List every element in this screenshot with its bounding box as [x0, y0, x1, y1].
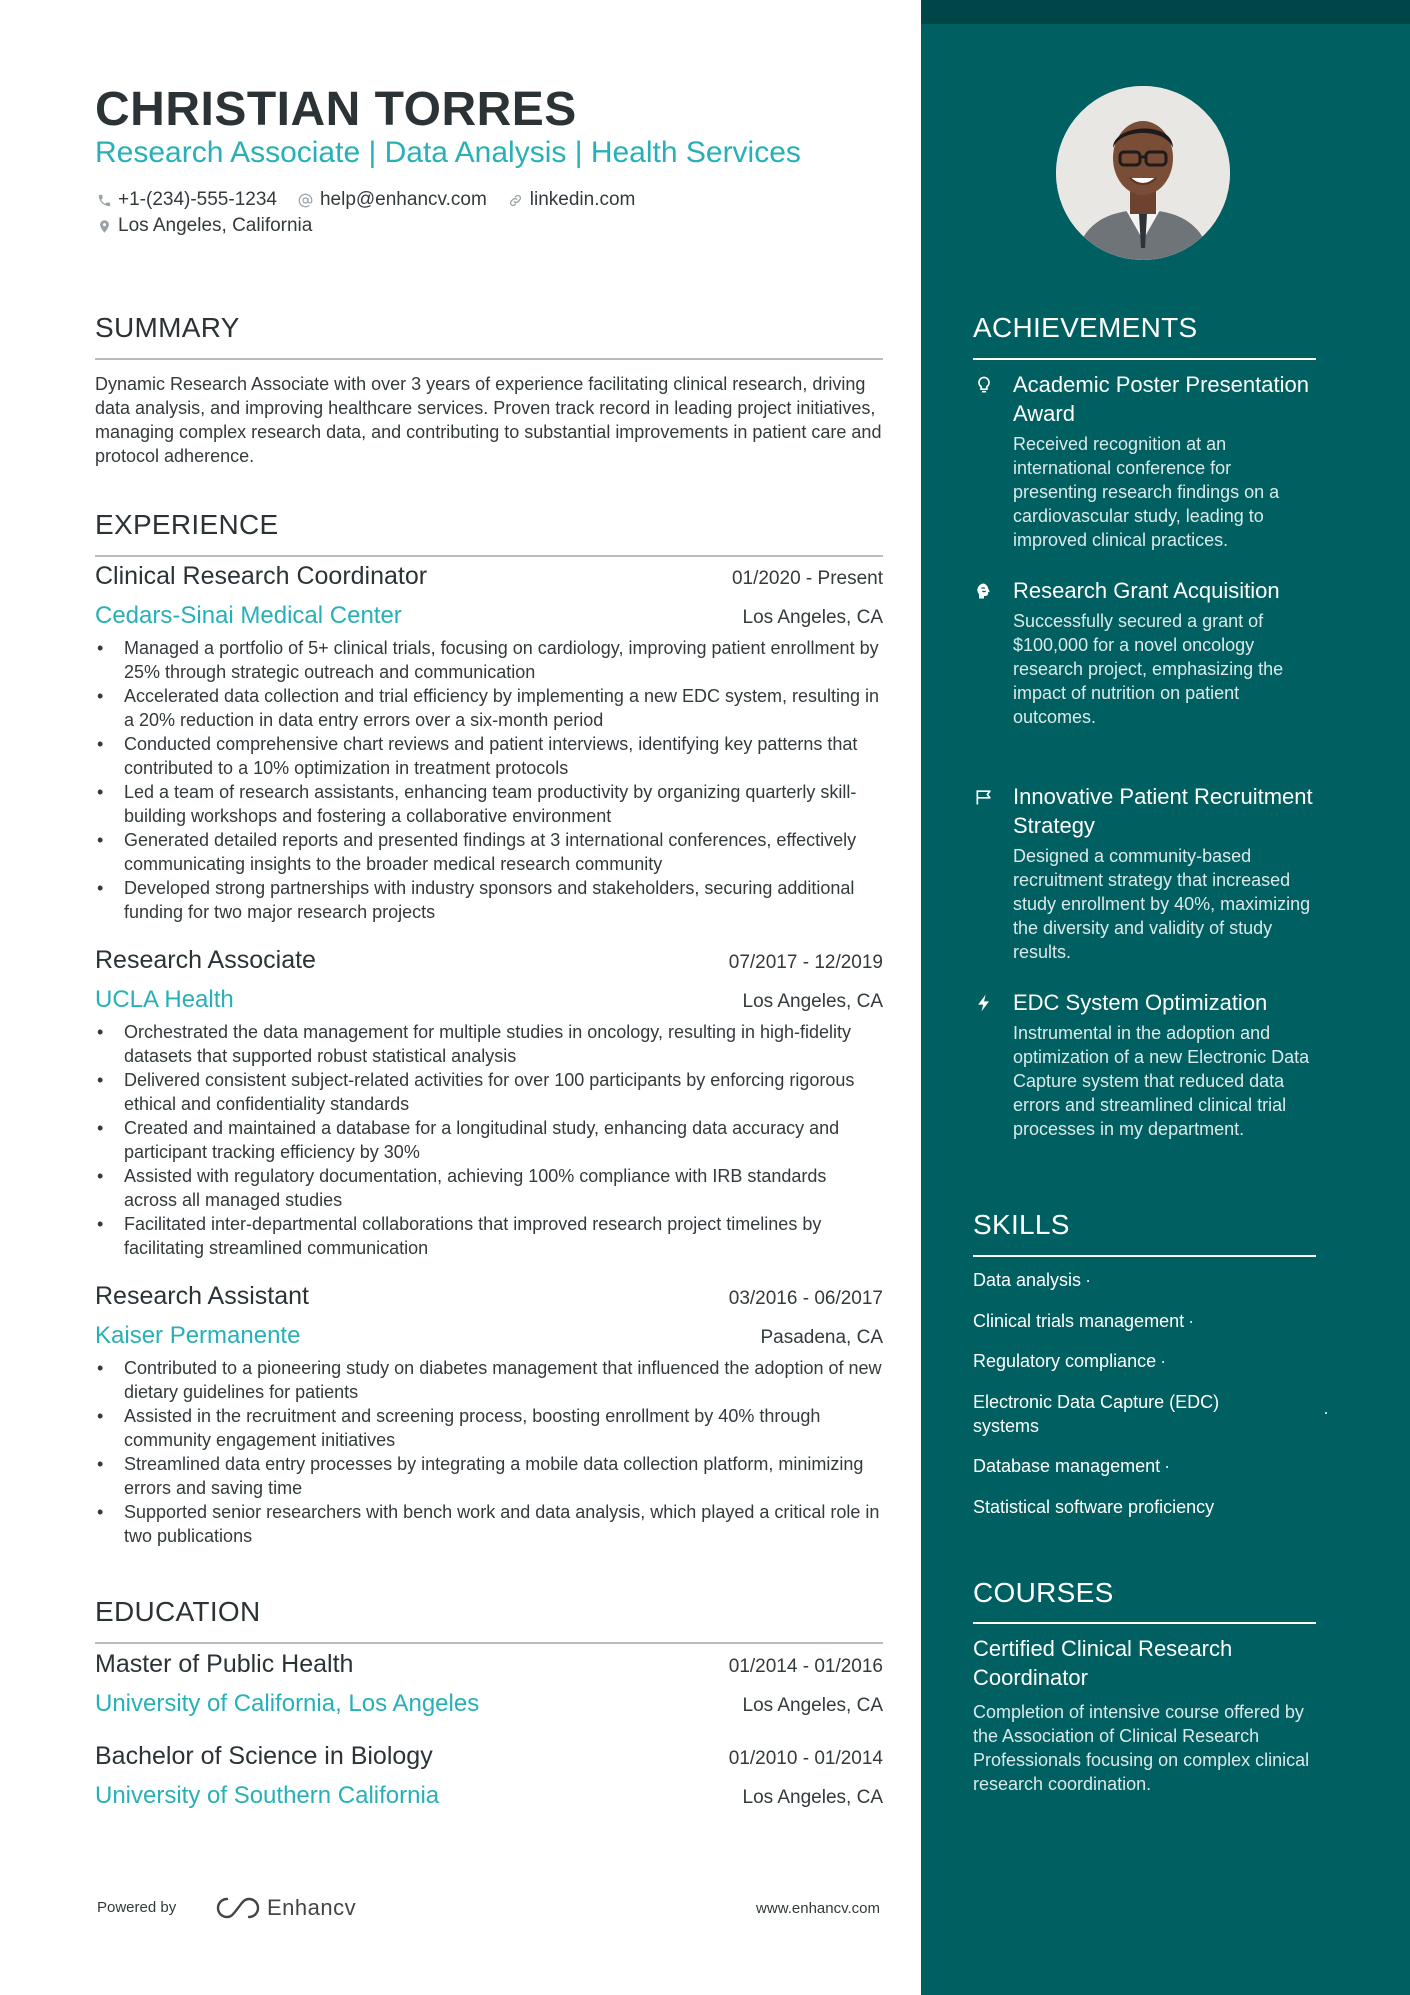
skill-label: Statistical software proficiency — [973, 1497, 1215, 1517]
job-bullet: • Facilitated inter-departmental collaborations that improved research project timelines by facilitating streamlined communication — [95, 1212, 883, 1260]
phone-contact — [95, 189, 277, 211]
sidebar — [921, 0, 1410, 1995]
sidebar-top-band — [921, 0, 1410, 24]
flag-icon — [973, 786, 995, 808]
summary-divider — [95, 358, 883, 360]
skill-item — [973, 1268, 1318, 1292]
achievement-description: Instrumental in the adoption and optimization of a new Electronic Data Capture system that reduced data errors and streamlined clinical trial processes in my department. — [1013, 1023, 1310, 1139]
candidate-name: CHRISTIAN TORRES — [95, 83, 577, 136]
job-date: 07/2017 - 12/2019 — [728, 952, 883, 973]
course-description: Completion of intensive course offered by the Association of Clinical Research Professionals focusing on complex clinical research coordination. — [973, 1702, 1310, 1794]
school-location: Los Angeles, CA — [742, 1787, 883, 1808]
email-contact — [297, 189, 487, 211]
at-sign-icon — [297, 191, 315, 209]
skill-label: Electronic Data Capture (EDC) systems — [973, 1392, 1220, 1436]
job-bullet: • Accelerated data collection and trial efficiency by implementing a new EDC system, resulting in a 20% reduction in data entry errors over a six-month period — [95, 684, 883, 732]
skill-separator: · — [1160, 1351, 1167, 1371]
job-date: 03/2016 - 06/2017 — [728, 1288, 883, 1309]
skills-divider — [973, 1255, 1316, 1257]
location-pin-icon — [95, 217, 113, 235]
job-date: 01/2020 - Present — [731, 568, 883, 589]
job-bullet: • Contributed to a pioneering study on diabetes management that influenced the adoption of new dietary guidelines for patients — [95, 1356, 883, 1404]
job-bullets — [95, 636, 883, 924]
school-name: University of California, Los Angeles — [95, 1690, 480, 1717]
enhancv-logo-icon — [215, 1895, 261, 1921]
skill-separator-trailing — [1319, 1400, 1339, 1424]
skill-label: Clinical trials management — [973, 1311, 1185, 1331]
job-bullet: • Managed a portfolio of 5+ clinical trials, focusing on cardiology, improving patient enrollment by 25% through strategic outreach and communication — [95, 636, 883, 684]
achievement-item — [973, 988, 1318, 1141]
job-bullet: • Led a team of research assistants, enhancing team productivity by organizing quarterly skill-building workshops and fostering a collaborative environment — [95, 780, 883, 828]
contact-info — [95, 187, 655, 239]
summary-text: Dynamic Research Associate with over 3 years of experience facilitating clinical research, driving data analysis, and improving healthcare services. Proven track record in leading project initiatives, managing complex research data, and contributing to substantial improvements in patient care and protocol adherence. — [95, 374, 882, 466]
skill-item — [973, 1390, 1253, 1438]
job-title: Research Assistant — [95, 1282, 309, 1310]
skill-item — [973, 1495, 1318, 1519]
achievement-description: Successfully secured a grant of $100,000 for a novel oncology research project, emphasizing the impact of nutrition on patient outcomes. — [1013, 611, 1284, 727]
job-bullets — [95, 1020, 883, 1260]
phone-icon — [95, 191, 113, 209]
achievement-title: EDC System Optimization — [1013, 990, 1268, 1015]
achievement-description: Received recognition at an international conference for presenting research findings on a cardiovascular study, leading to improved clinical practices. — [1013, 434, 1280, 550]
skill-separator: · — [1085, 1270, 1092, 1290]
job-entry — [95, 946, 883, 1260]
achievement-title: Research Grant Acquisition — [1013, 578, 1280, 603]
enhancv-logo[interactable] — [215, 1895, 356, 1921]
job-location: Pasadena, CA — [760, 1327, 883, 1348]
linkedin-link[interactable]: linkedin.com — [529, 189, 636, 210]
job-location: Los Angeles, CA — [742, 607, 883, 628]
achievements-heading: ACHIEVEMENTS — [973, 312, 1198, 343]
experience-heading: EXPERIENCE — [95, 509, 279, 540]
skill-separator: · — [1164, 1456, 1171, 1476]
courses-divider — [973, 1622, 1316, 1624]
degree-title: Master of Public Health — [95, 1650, 354, 1678]
linkedin-contact — [507, 189, 636, 211]
job-bullet: • Created and maintained a database for a longitudinal study, enhancing data accuracy and participant tracking efficiency by 30% — [95, 1116, 883, 1164]
course-title: Certified Clinical Research Coordinator — [973, 1636, 1233, 1690]
experience-divider — [95, 555, 883, 557]
education-entry — [95, 1650, 883, 1722]
job-bullet: • Generated detailed reports and presented findings at 3 international conferences, effectively communicating insights to the broader medical research community — [95, 828, 883, 876]
achievement-title: Innovative Patient Recruitment Strategy — [1013, 784, 1313, 838]
job-bullet: • Streamlined data entry processes by integrating a mobile data collection platform, minimizing errors and saving time — [95, 1452, 883, 1500]
skill-item — [973, 1454, 1318, 1478]
job-entry — [95, 562, 883, 924]
job-bullet: • Conducted comprehensive chart reviews and patient interviews, identifying key patterns that contributed to a 10% optimization in treatment protocols — [95, 732, 883, 780]
achievement-item — [973, 782, 1318, 964]
job-bullet: • Supported senior researchers with bench work and data analysis, which played a critical role in two publications — [95, 1500, 883, 1548]
email-address[interactable]: help@enhancv.com — [319, 189, 487, 210]
education-entry — [95, 1742, 883, 1814]
achievements-divider — [973, 358, 1316, 360]
courses-heading: COURSES — [973, 1577, 1114, 1608]
job-title: Clinical Research Coordinator — [95, 562, 428, 590]
job-bullets — [95, 1356, 883, 1548]
company-name: Cedars-Sinai Medical Center — [95, 602, 402, 629]
link-icon — [507, 191, 525, 209]
achievement-description: Designed a community-based recruitment strategy that increased study enrollment by 40%, maximizing the diversity and validity of study results. — [1013, 846, 1311, 962]
footer — [95, 1895, 883, 1925]
enhancv-site-link[interactable]: www.enhancv.com — [756, 1900, 880, 1917]
summary-heading: SUMMARY — [95, 312, 240, 343]
school-name: University of Southern California — [95, 1782, 440, 1809]
profile-avatar-icon — [1056, 86, 1230, 260]
education-date: 01/2010 - 01/2014 — [728, 1748, 883, 1769]
skill-label: Regulatory compliance — [973, 1351, 1157, 1371]
company-name: UCLA Health — [95, 986, 234, 1013]
phone-number[interactable]: +1-(234)-555-1234 — [118, 189, 277, 210]
job-bullet: • Delivered consistent subject-related activities for over 100 participants by enforcing rigorous ethical and confidentiality standards — [95, 1068, 883, 1116]
skill-item — [973, 1309, 1318, 1333]
profile-photo — [1056, 86, 1230, 260]
job-location: Los Angeles, CA — [742, 991, 883, 1012]
location-contact — [95, 215, 312, 237]
skill-separator: · — [1188, 1311, 1195, 1331]
job-title: Research Associate — [95, 946, 316, 974]
enhancv-brand-name: Enhancv — [267, 1895, 357, 1920]
location-text: Los Angeles, California — [118, 215, 313, 236]
school-location: Los Angeles, CA — [742, 1695, 883, 1716]
skills-heading: SKILLS — [973, 1209, 1070, 1240]
achievement-title: Academic Poster Presentation Award — [1013, 372, 1309, 426]
job-entry — [95, 1282, 883, 1548]
job-bullet: • Assisted with regulatory documentation, achieving 100% compliance with IRB standards across all managed studies — [95, 1164, 883, 1212]
achievement-item — [973, 576, 1318, 729]
powered-by-label: Powered by — [97, 1899, 177, 1916]
education-heading: EDUCATION — [95, 1596, 261, 1627]
company-name: Kaiser Permanente — [95, 1322, 301, 1349]
education-date: 01/2014 - 01/2016 — [728, 1656, 883, 1677]
brain-icon — [973, 580, 995, 602]
degree-title: Bachelor of Science in Biology — [95, 1742, 433, 1770]
job-bullet: • Orchestrated the data management for multiple studies in oncology, resulting in high-fidelity datasets that supported robust statistical analysis — [95, 1020, 883, 1068]
skill-item — [973, 1349, 1318, 1373]
skill-label: Database management — [973, 1456, 1161, 1476]
candidate-headline: Research Associate | Data Analysis | Health Services — [95, 136, 801, 169]
education-divider — [95, 1642, 883, 1644]
skill-label: Data analysis — [973, 1270, 1082, 1290]
job-bullet: • Assisted in the recruitment and screening process, boosting enrollment by 40% through community engagement initiatives — [95, 1404, 883, 1452]
skill-separator: · — [1323, 1402, 1329, 1422]
job-bullet: • Developed strong partnerships with industry sponsors and stakeholders, securing additional funding for two major research projects — [95, 876, 883, 924]
achievement-item — [973, 370, 1318, 552]
lightning-icon — [973, 992, 995, 1014]
lightbulb-icon — [973, 374, 995, 396]
